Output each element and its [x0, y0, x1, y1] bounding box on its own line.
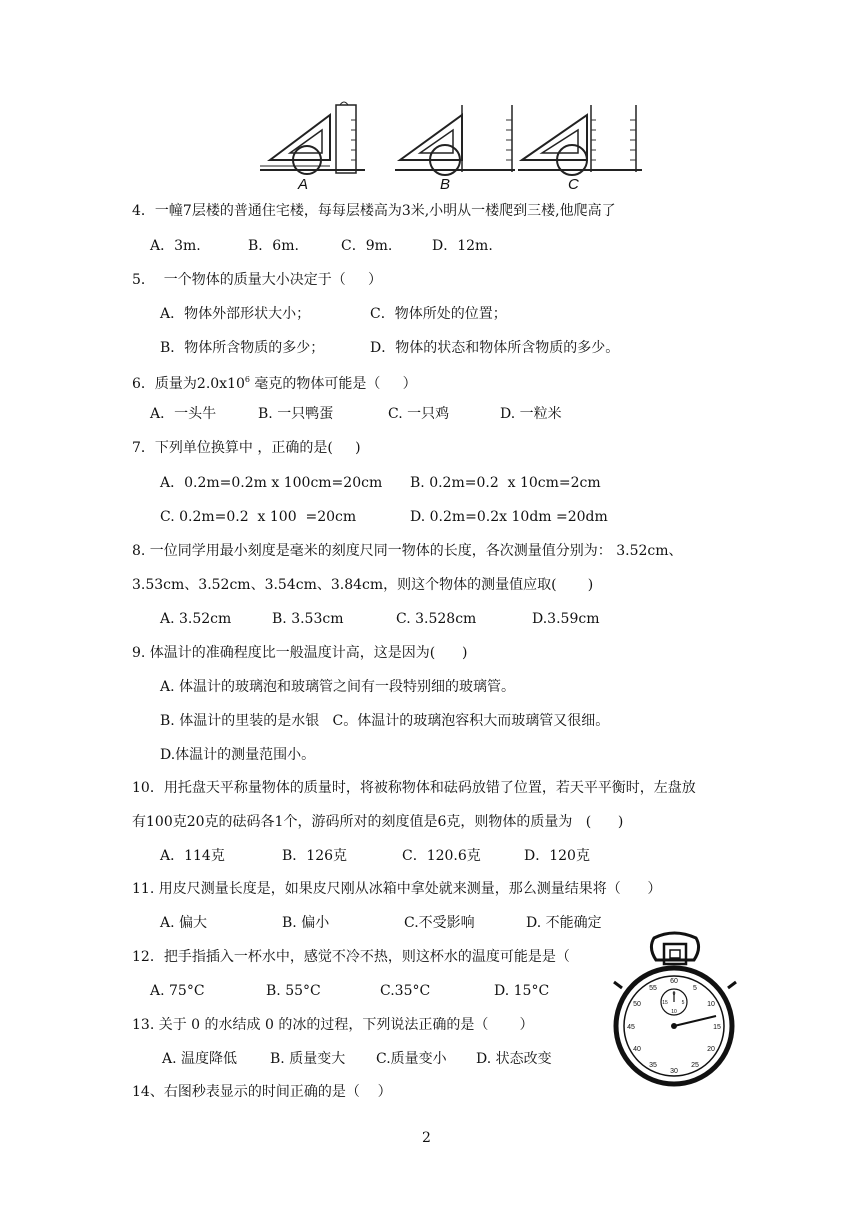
q9-option-a: A. 体温计的玻璃泡和玻璃管之间有一段特别细的玻璃管。 — [160, 679, 516, 695]
q4-option-b: B．6m. — [248, 238, 299, 254]
dial-5: 5 — [693, 985, 697, 992]
q13-option-c: C.质量变小 — [376, 1051, 447, 1067]
setup-c — [518, 105, 642, 175]
measurement-figure — [250, 100, 650, 195]
q7-option-b: B. 0.2m=0.2 x 10cm=2cm — [410, 475, 601, 491]
figure-label-c: C — [568, 176, 579, 193]
q6-option-b: B. 一只鸭蛋 — [258, 406, 334, 422]
q5-option-b: B．物体所含物质的多少； — [160, 340, 325, 356]
q11-option-d: D. 不能确定 — [526, 915, 602, 931]
q13-option-a: A. 温度降低 — [162, 1051, 238, 1067]
small-dial-15: 15 — [662, 1000, 668, 1006]
setup-a — [260, 102, 365, 174]
q10-option-d: D．120克 — [524, 848, 590, 864]
q6-option-d: D. 一粒米 — [500, 406, 562, 422]
q5-option-d: D．物体的状态和物体所含物质的多少。 — [370, 340, 620, 356]
q10-option-b: B．126克 — [282, 848, 348, 864]
question-5-stem: 5． 一个物体的质量大小决定于（ ） — [132, 272, 383, 288]
q9-option-d: D.体温计的测量范围小。 — [160, 747, 316, 763]
q8-option-c: C. 3.528cm — [396, 611, 477, 627]
small-dial-5: 5 — [681, 1000, 685, 1006]
question-10-stem-line1: 10．用托盘天平称量物体的质量时，将被称物体和砝码放错了位置，若天平平衡时，左盘放 — [132, 780, 696, 796]
setup-b — [395, 105, 515, 175]
question-10-stem-line2: 有100克20克的砝码各1个，游码所对的刻度值是6克，则物体的质量为 ( ) — [132, 814, 624, 830]
dial-35: 35 — [649, 1062, 657, 1069]
question-7-stem: 7．下列单位换算中 ，正确的是( ) — [132, 440, 361, 456]
q9-option-bc: B. 体温计的里装的是水银 C。体温计的玻璃泡容积大而玻璃管又很细。 — [160, 713, 610, 729]
dial-50: 50 — [633, 1001, 641, 1008]
dial-20: 20 — [707, 1046, 715, 1053]
small-dial-10: 10 — [671, 1009, 677, 1015]
stopwatch-icon — [604, 930, 744, 1090]
question-14-stem: 14、右图秒表显示的时间正确的是（ ） — [132, 1084, 392, 1100]
q10-option-c: C．120.6克 — [402, 848, 481, 864]
dial-55: 55 — [649, 985, 657, 992]
q11-option-a: A. 偏大 — [160, 915, 208, 931]
stopwatch-figure — [604, 930, 744, 1090]
q4-option-a: A．3m. — [150, 238, 201, 254]
q7-option-c: C. 0.2m=0.2 x 100 =20cm — [160, 509, 357, 525]
question-13-stem: 13. 关于 0 的水结成 0 的冰的过程，下列说法正确的是（ ） — [132, 1017, 534, 1033]
q13-option-b: B. 质量变大 — [270, 1051, 346, 1067]
dial-45: 45 — [627, 1024, 635, 1031]
dial-25: 25 — [691, 1062, 699, 1069]
q12-option-d: D. 15°C — [494, 983, 550, 999]
figure-label-b: B — [440, 176, 451, 193]
q6-stem-after: 毫克的物体可能是（ ） — [249, 376, 417, 392]
q7-option-a: A．0.2m=0.2m x 100cm=20cm — [160, 475, 383, 491]
dial-40: 40 — [633, 1046, 641, 1053]
q12-option-b: B. 55°C — [266, 983, 321, 999]
q11-option-c: C.不受影响 — [404, 915, 475, 931]
dial-10: 10 — [707, 1001, 715, 1008]
q6-exponent: 6 — [244, 375, 250, 384]
q6-stem-before: 6．质量为2.0x10 — [132, 376, 245, 392]
q4-option-d: D．12m. — [432, 238, 493, 254]
question-9-stem: 9. 体温计的准确程度比一般温度计高，这是因为( ) — [132, 645, 468, 661]
q12-option-a: A. 75°C — [150, 983, 205, 999]
q12-option-c: C.35°C — [380, 983, 431, 999]
q4-option-c: C．9m. — [341, 238, 393, 254]
ruler-ticks — [351, 120, 636, 160]
question-12-stem: 12．把手指插入一杯水中，感觉不冷不热，则这杯水的温度可能是是（ — [132, 949, 570, 965]
q7-option-d: D. 0.2m=0.2x 10dm =20dm — [410, 509, 608, 525]
dial-60: 60 — [670, 978, 678, 985]
q10-option-a: A．114克 — [160, 848, 225, 864]
q8-option-a: A. 3.52cm — [160, 611, 232, 627]
q5-option-a: A．物体外部形状大小； — [160, 306, 311, 322]
q11-option-b: B. 偏小 — [282, 915, 330, 931]
q8-option-d: D.3.59cm — [532, 611, 600, 627]
question-4-stem: 4．一幢7层楼的普通住宅楼，每每层楼高为3米,小明从一楼爬到三楼,他爬高了 — [132, 203, 616, 219]
question-11-stem: 11. 用皮尺测量长度是，如果皮尺刚从冰箱中拿处就来测量，那么测量结果将（ ） — [132, 881, 662, 897]
q6-option-a: A．一头牛 — [150, 406, 217, 422]
question-8-stem-line1: 8. 一位同学用最小刻度是毫米的刻度尺同一物体的长度，各次测量值分别为： 3.52cm、 — [132, 543, 683, 559]
figure-label-a: A — [298, 176, 309, 193]
dial-30: 30 — [670, 1068, 678, 1075]
q13-option-d: D. 状态改变 — [476, 1051, 552, 1067]
q8-option-b: B. 3.53cm — [272, 611, 344, 627]
page-number: 2 — [422, 1130, 431, 1146]
question-6-stem — [132, 371, 417, 393]
small-dial-0: 0 — [672, 991, 676, 997]
q6-option-c: C. 一只鸡 — [388, 406, 450, 422]
question-8-stem-line2: 3.53cm、3.52cm、3.54cm、3.84cm，则这个物体的测量值应取( ) — [132, 577, 594, 593]
dial-15: 15 — [713, 1024, 721, 1031]
q5-option-c: C．物体所处的位置； — [370, 306, 507, 322]
